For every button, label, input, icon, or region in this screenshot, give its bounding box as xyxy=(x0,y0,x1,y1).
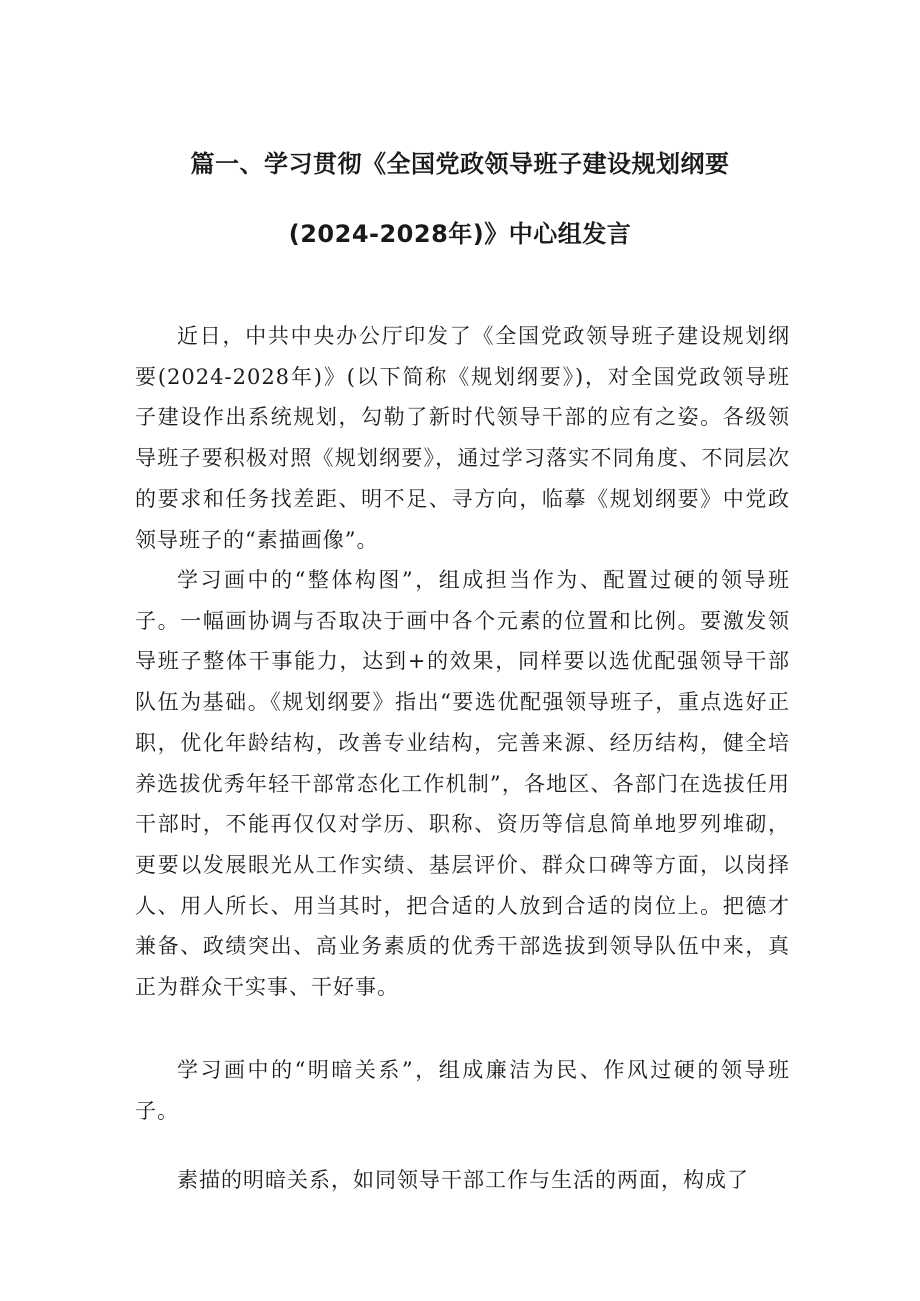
paragraph-light-dark-heading: 学习画中的“明暗关系”，组成廉洁为民、作风过硬的领导班子。 xyxy=(135,1058,790,1123)
paragraph-intro: 近日，中共中央办公厅印发了《全国党政领导班子建设规划纲要(2024-2028年)》(以下简称《规划纲要》)，对全国党政领导班子建设作出系统规划，勾勒了新时代领导干部的应有之姿。各级领导班子要积极对照《规划纲要》，通过学习落实不同角度、不同层次的要求和任务找差距、明不足、寻方向，临摹《规划纲要》中党政领导班子的“素描画像”。 xyxy=(135,324,790,552)
document-title-line-2: (2024-2028年)》中心组发言 xyxy=(288,220,632,248)
paragraph-overall-composition: 学习画中的“整体构图”，组成担当作为、配置过硬的领导班子。一幅画协调与否取决于画中各个元素的位置和比例。要激发领导班子整体干事能力，达到+的效果，同样要以选优配强领导干部队伍为基础。《规划纲要》指出“要选优配强领导班子，重点选好正职，优化年龄结构，改善专业结构，完善来源、经历结构，健全培养选拔优秀年轻干部常态化工作机制”，各地区、各部门在选拔任用干部时，不能再仅仅对学历、职称、资历等信息简单地罗列堆砌，更要以发展眼光从工作实绩、基层评价、群众口碑等方面，以岗择人、用人所长、用当其时，把合适的人放到合适的岗位上。把德才兼备、政绩突出、高业务素质的优秀干部选拔到领导队伍中来，真正为群众干实事、干好事。 xyxy=(135,568,790,1000)
paragraph-light-dark-body: 素描的明暗关系，如同领导干部工作与生活的两面，构成了 xyxy=(177,1168,749,1192)
document-title-line-1: 篇一、学习贯彻《全国党政领导班子建设规划纲要 xyxy=(190,150,730,178)
